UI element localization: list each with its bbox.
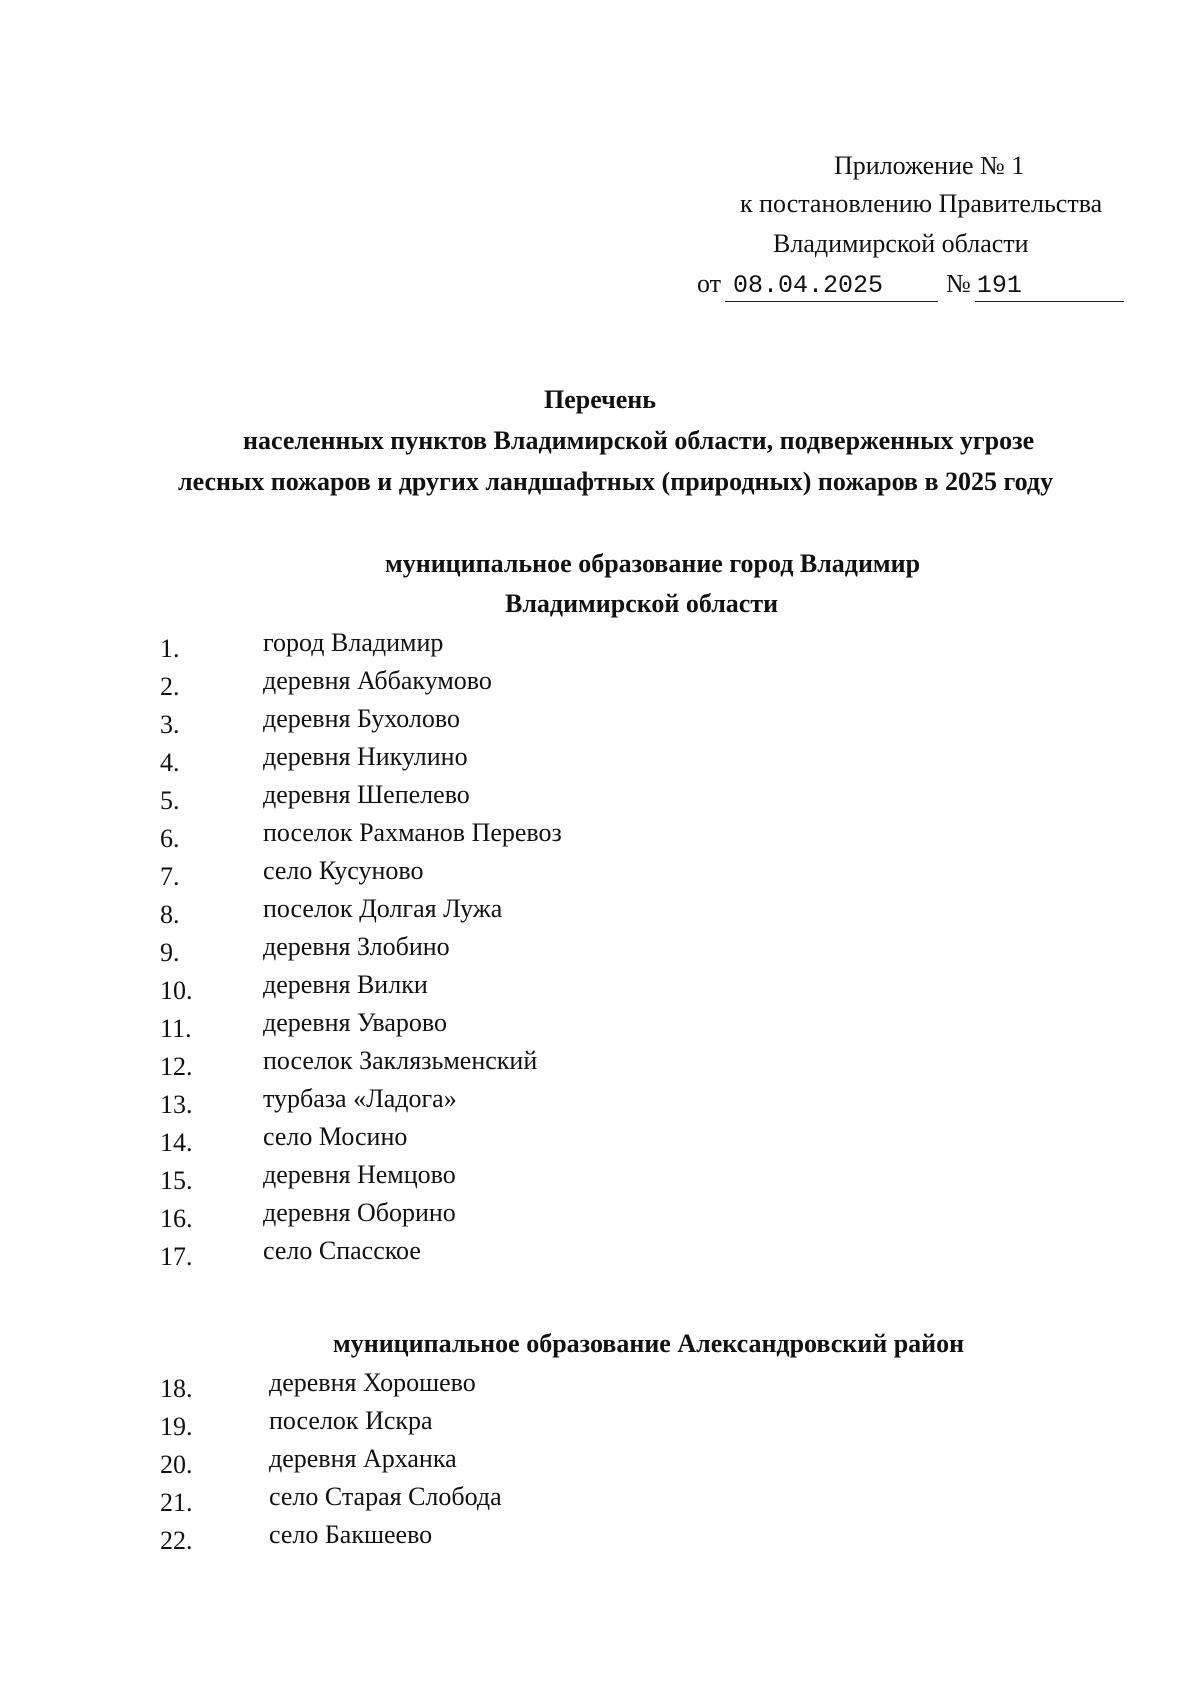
list-item-name: поселок Искра xyxy=(269,1406,433,1435)
section-heading-vladimir: муниципальное образование город Владимир xyxy=(385,549,921,578)
list-item-name: деревня Уварово xyxy=(263,1008,448,1037)
list-item xyxy=(0,774,1200,815)
list-item-number: 11. xyxy=(160,1014,192,1043)
list-item-number: 14. xyxy=(160,1128,193,1157)
attachment-date-line xyxy=(697,265,1124,303)
list-item-number: 3. xyxy=(160,710,180,739)
number-sign: № xyxy=(946,269,971,298)
list-item xyxy=(0,1476,1200,1517)
list-item xyxy=(0,622,1200,663)
list-item-name: деревня Злобино xyxy=(263,932,450,961)
date-prefix: от xyxy=(697,269,722,298)
list-item xyxy=(0,736,1200,777)
list-item-name: деревня Вилки xyxy=(263,970,428,999)
list-item-name: деревня Никулино xyxy=(263,742,468,771)
list-item xyxy=(0,660,1200,701)
list-item-number: 12. xyxy=(160,1052,193,1081)
list-item-number: 16. xyxy=(160,1204,193,1233)
list-item-number: 10. xyxy=(160,976,193,1005)
list-item-name: поселок Рахманов Перевоз xyxy=(263,818,562,847)
list-item-name: село Спасское xyxy=(263,1236,421,1265)
list-item-name: поселок Заклязьменский xyxy=(263,1046,538,1075)
list-item xyxy=(0,1230,1200,1271)
list-item-name: поселок Долгая Лужа xyxy=(263,894,503,923)
list-item-name: деревня Хорошево xyxy=(269,1368,476,1397)
document-subtitle-line-1: населенных пунктов Владимирской области, подверженных угрозе xyxy=(243,426,1035,455)
list-item xyxy=(0,926,1200,967)
list-item-number: 20. xyxy=(160,1450,193,1479)
list-item xyxy=(0,812,1200,853)
list-item xyxy=(0,1078,1200,1119)
section-heading-vladimir-line-2: Владимирской области xyxy=(505,589,779,618)
list-item xyxy=(0,888,1200,929)
list-item-name: село Бакшеево xyxy=(269,1520,433,1549)
list-item-name: деревня Арханка xyxy=(269,1444,457,1473)
list-item xyxy=(0,1362,1200,1403)
list-item-number: 7. xyxy=(160,862,180,891)
list-item-number: 18. xyxy=(160,1374,193,1403)
list-item-name: город Владимир xyxy=(263,628,444,657)
decree-number: 191 xyxy=(975,271,1124,302)
list-item-name: деревня Бухолово xyxy=(263,704,460,733)
list-item-number: 21. xyxy=(160,1488,193,1517)
list-item-number: 15. xyxy=(160,1166,193,1195)
list-item xyxy=(0,1040,1200,1081)
list-item-number: 13. xyxy=(160,1090,193,1119)
list-item-name: село Старая Слобода xyxy=(269,1482,502,1511)
list-item xyxy=(0,1192,1200,1233)
section-heading-aleksandrovsky: муниципальное образование Александровский район xyxy=(333,1329,965,1358)
list-item-number: 1. xyxy=(160,634,180,663)
list-item-name: деревня Аббакумово xyxy=(263,666,492,695)
list-item-number: 4. xyxy=(160,748,180,777)
document-title: Перечень xyxy=(543,385,657,414)
list-item-number: 17. xyxy=(160,1242,193,1271)
list-item-name: турбаза «Ладога» xyxy=(263,1084,457,1113)
list-item xyxy=(0,964,1200,1005)
list-item-name: деревня Шепелево xyxy=(263,780,470,809)
list-item xyxy=(0,850,1200,891)
list-item xyxy=(0,1514,1200,1555)
list-item xyxy=(0,1002,1200,1043)
list-item-name: деревня Оборино xyxy=(263,1198,456,1227)
list-item-name: село Кусуново xyxy=(263,856,424,885)
list-item xyxy=(0,1438,1200,1479)
list-item xyxy=(0,698,1200,739)
list-item-number: 8. xyxy=(160,900,180,929)
attachment-line-3: Владимирской области xyxy=(773,229,1029,258)
list-item-name: село Мосино xyxy=(263,1122,408,1151)
decree-date: 08.04.2025 xyxy=(725,271,938,302)
list-item xyxy=(0,1400,1200,1441)
list-item-number: 22. xyxy=(160,1526,193,1555)
attachment-line-1: Приложение № 1 xyxy=(834,151,1025,180)
list-item xyxy=(0,1116,1200,1157)
list-item-number: 5. xyxy=(160,786,180,815)
list-item-number: 6. xyxy=(160,824,180,853)
list-item-number: 9. xyxy=(160,938,180,967)
list-item-name: деревня Немцово xyxy=(263,1160,456,1189)
attachment-line-2: к постановлению Правительства xyxy=(740,189,1103,218)
list-item-number: 2. xyxy=(160,672,180,701)
document-subtitle-line-2: лесных пожаров и других ландшафтных (природных) пожаров в 2025 году xyxy=(178,467,1054,496)
list-item-number: 19. xyxy=(160,1412,193,1441)
list-item xyxy=(0,1154,1200,1195)
